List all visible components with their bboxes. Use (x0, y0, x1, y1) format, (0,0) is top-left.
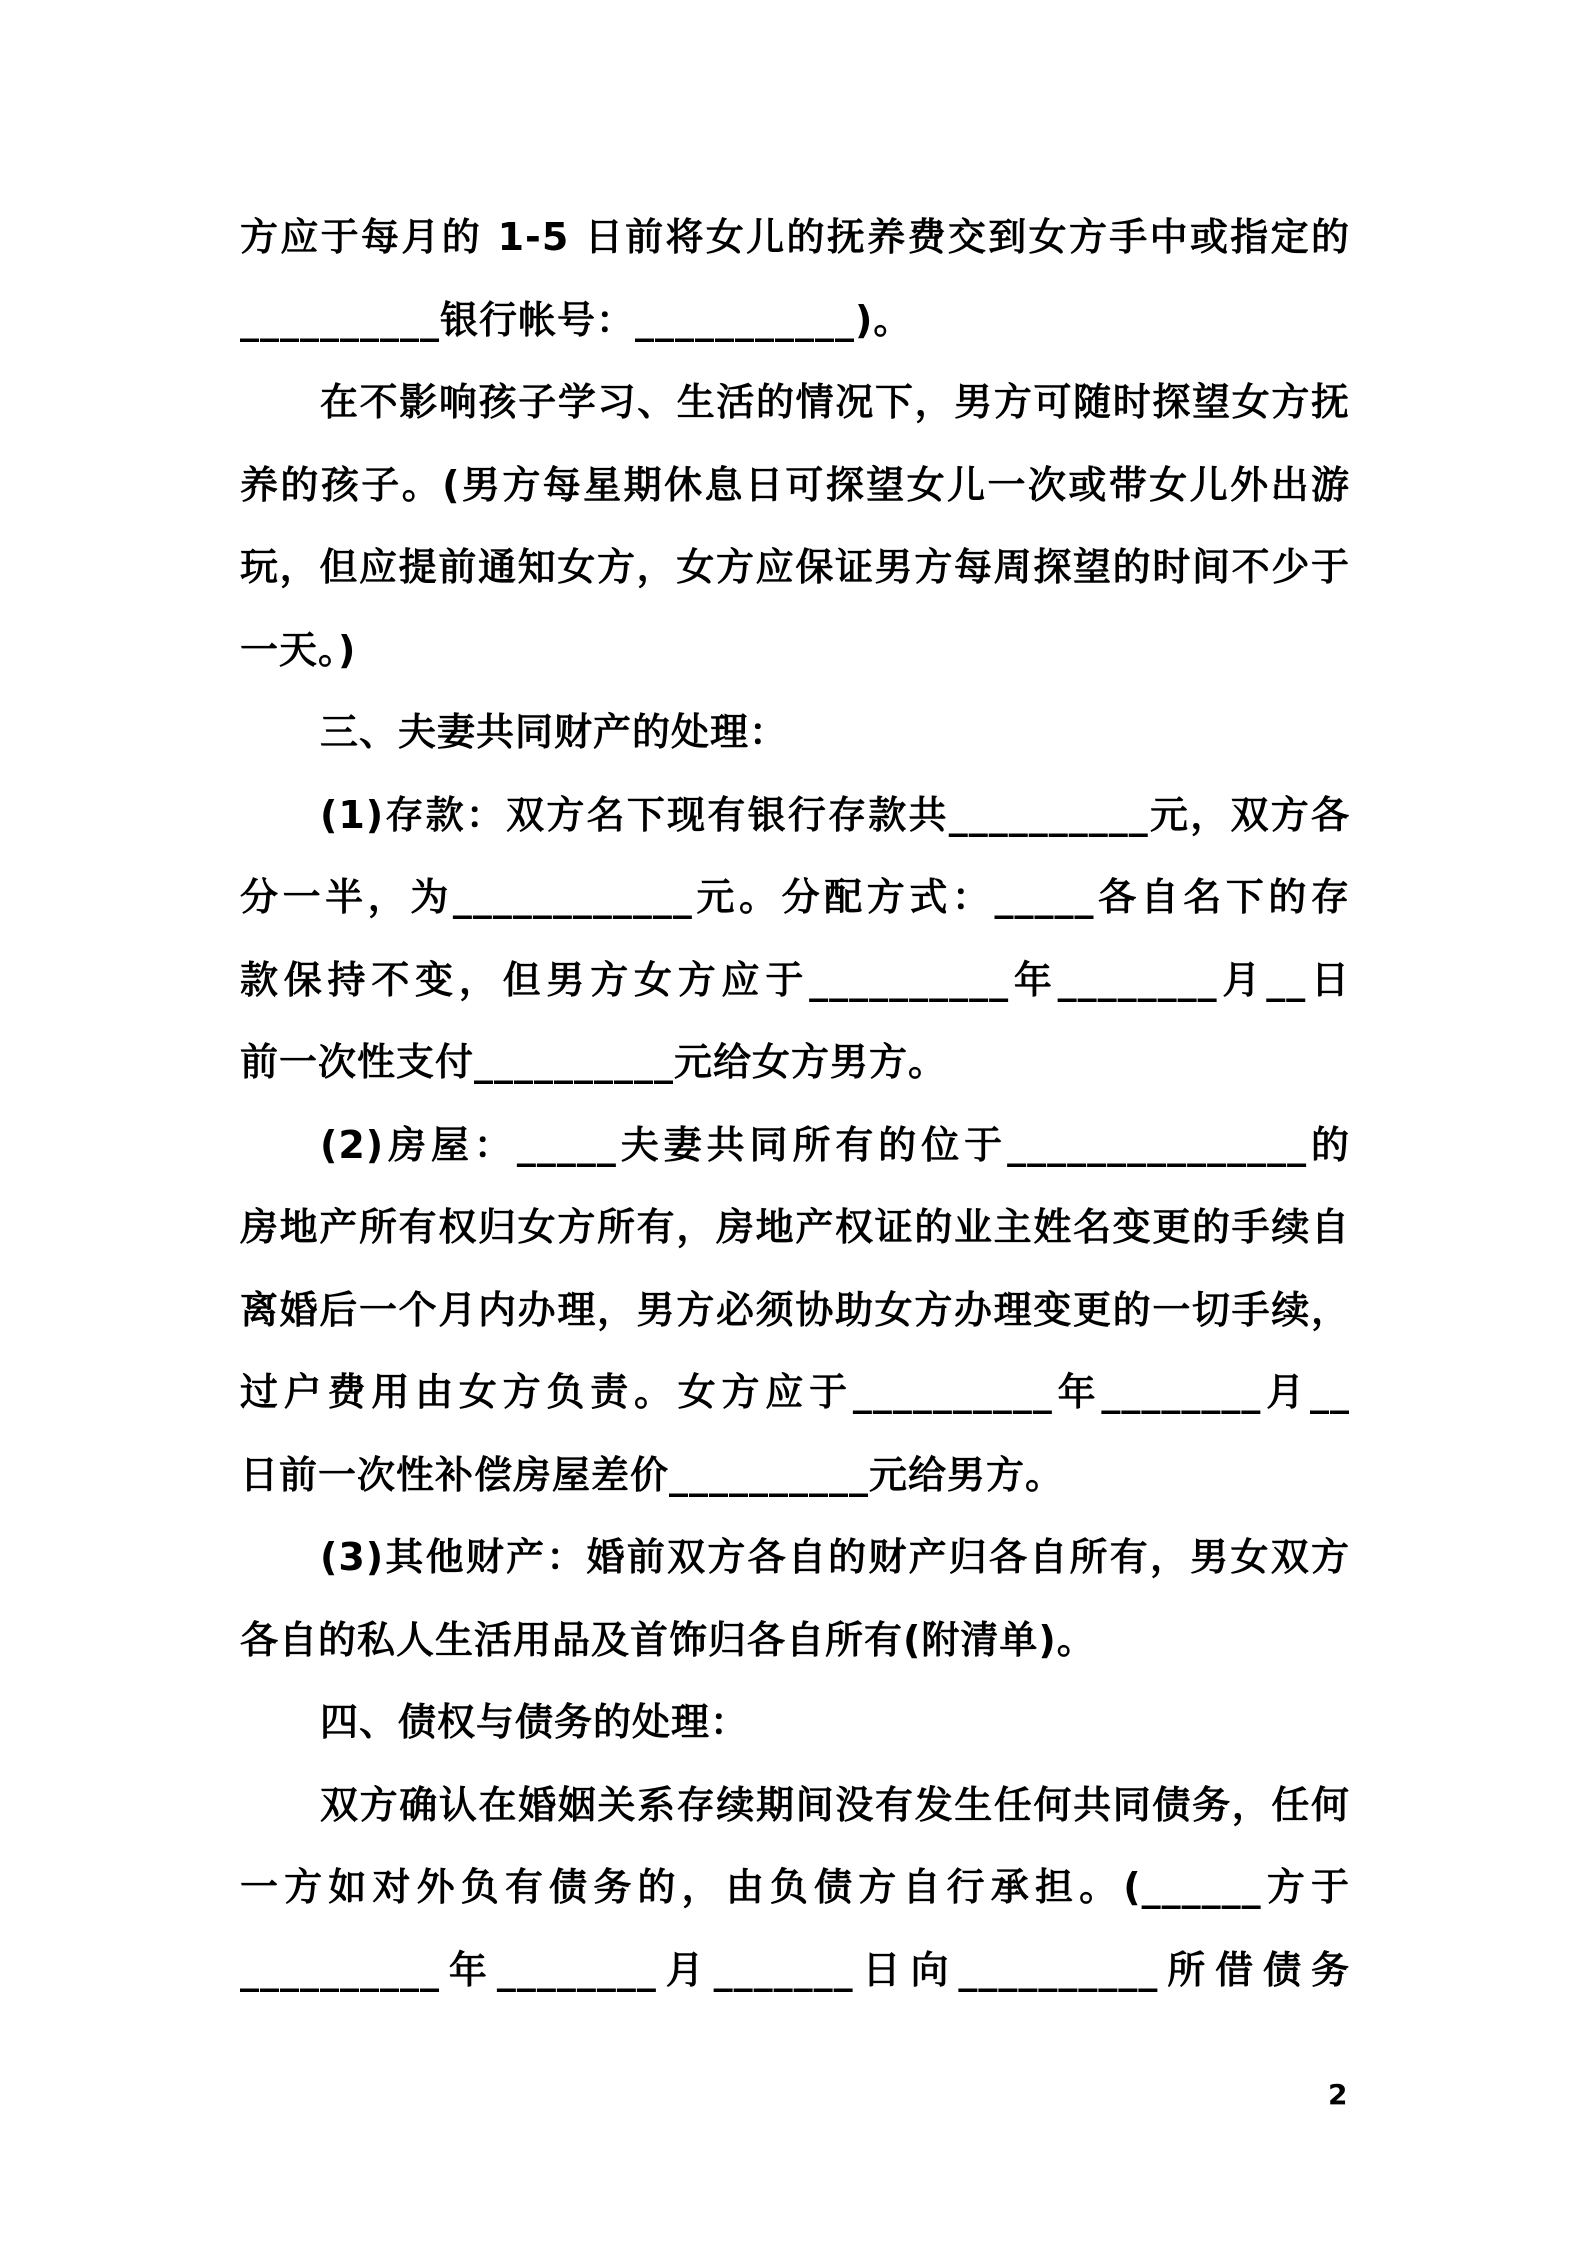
text-line: 在不影响孩子学习、生活的情况下，男方可随时探望女方抚 (320, 380, 1350, 424)
text-line: 款保持不变，但男方女方应于__________年________月__日 (240, 957, 1350, 1002)
text-line: 养的孩子。(男方每星期休息日可探望女儿一次或带女儿外出游 (240, 462, 1350, 507)
text-line: 各自的私人生活用品及首饰归各自所有(附清单)。 (240, 1617, 1096, 1662)
text-line: 前一次性支付__________元给女方男方。 (240, 1040, 948, 1084)
text-line: 房地产所有权归女方所有，房地产权证的业主姓名变更的手续自 (240, 1205, 1350, 1249)
text-line: 一天。) (240, 627, 357, 672)
text-line: 过户费用由女方负责。女方应于__________年________月__ (240, 1370, 1350, 1414)
text-line: 离婚后一个月内办理，男方必须协助女方办理变更的一切手续， (240, 1287, 1350, 1332)
text-line: __________银行帐号：___________)。 (240, 297, 913, 342)
text-line: (3)其他财产：婚前双方各自的财产归各自所有，男女双方 (320, 1535, 1350, 1579)
text-line: (2)房屋：_____夫妻共同所有的位于_______________的 (320, 1122, 1350, 1167)
section-heading: 四、债权与债务的处理： (320, 1700, 750, 1744)
text-line: __________年________月_______日向__________所借债务 (240, 1947, 1350, 1992)
text-line: 方应于每月的 1-5 日前将女儿的抚养费交到女方手中或指定的 (240, 215, 1350, 259)
document-body (240, 196, 1350, 2011)
section-heading: 三、夫妻共同财产的处理： (320, 710, 789, 754)
text-line: 双方确认在婚姻关系存续期间没有发生任何共同债务，任何 (320, 1782, 1350, 1827)
text-line: 玩，但应提前通知女方，女方应保证男方每周探望的时间不少于 (240, 545, 1350, 589)
text-line: 日前一次性补偿房屋差价__________元给男方。 (240, 1452, 1065, 1497)
text-line: 一方如对外负有债务的，由负债方自行承担。(______方于 (240, 1865, 1350, 1909)
text-line: (1)存款：双方名下现有银行存款共__________元，双方各 (320, 792, 1350, 837)
page-number: 2 (1328, 2078, 1348, 2111)
text-line: 分一半，为____________元。分配方式：_____各自名下的存 (240, 875, 1350, 919)
